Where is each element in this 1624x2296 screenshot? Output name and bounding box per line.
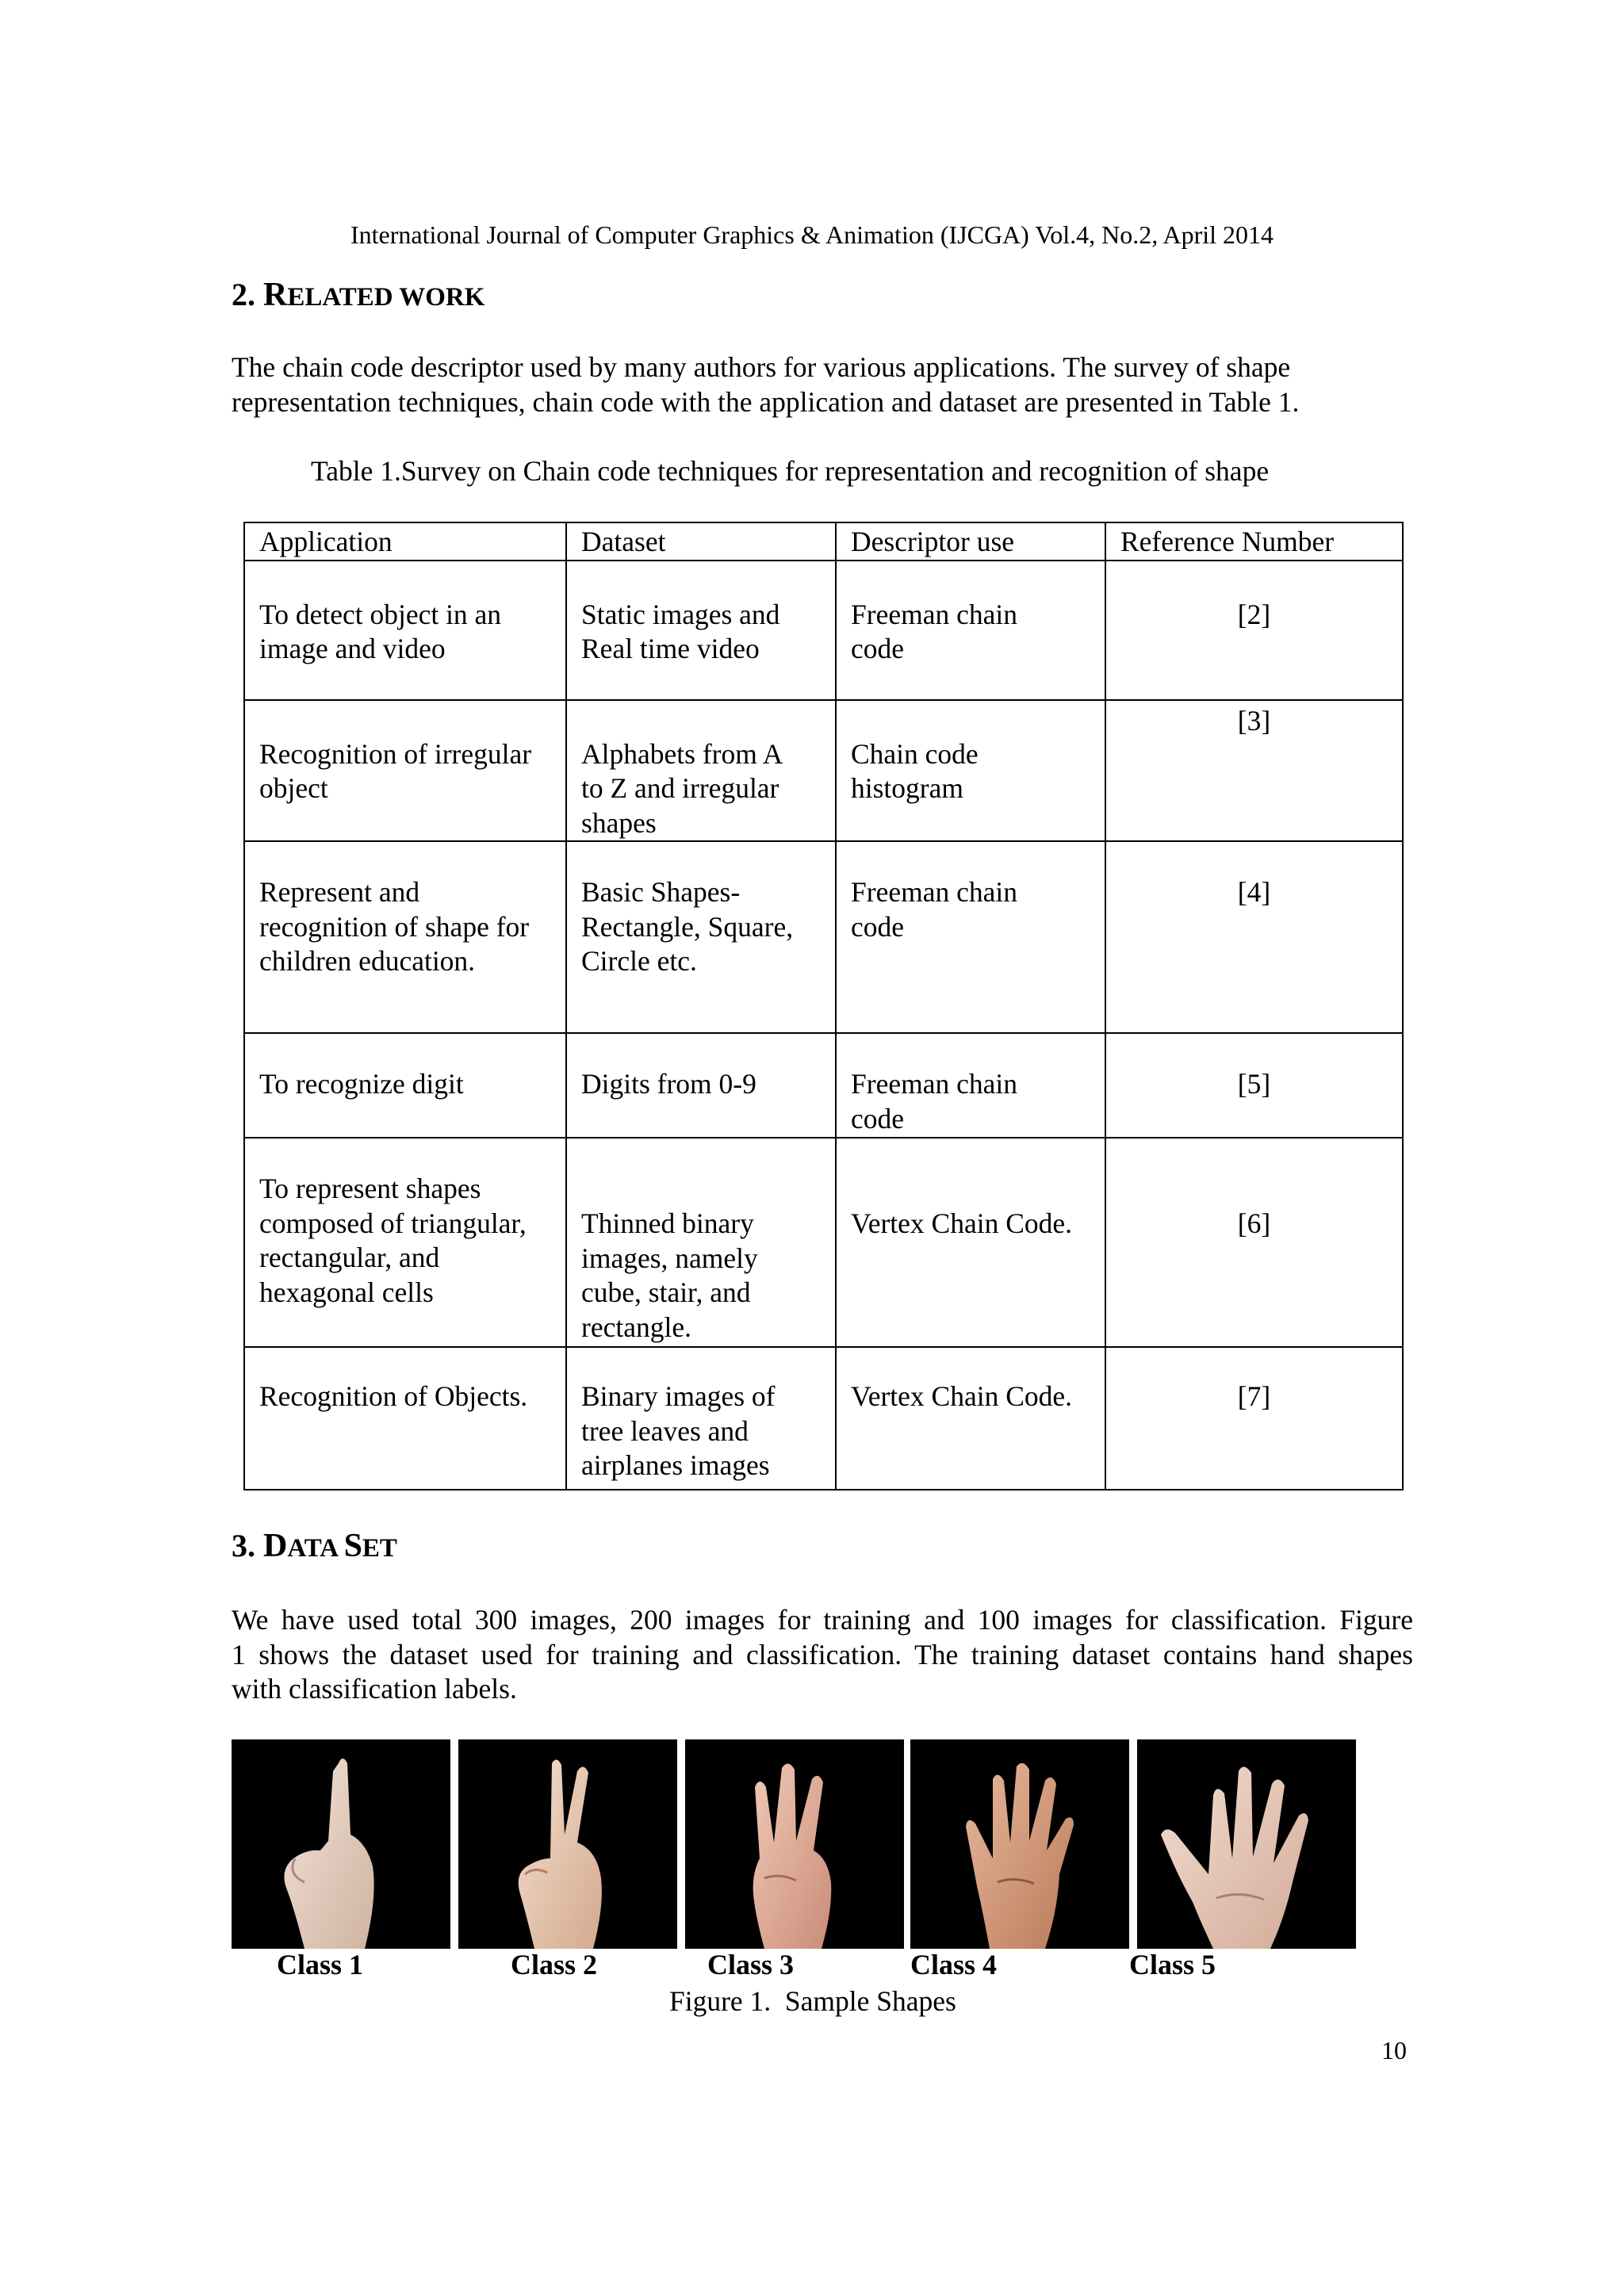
- cell-line: Freeman chain: [851, 876, 1017, 908]
- table-row: [244, 841, 1403, 1033]
- cell-dataset: [566, 1033, 836, 1138]
- cell-dataset: [566, 700, 836, 842]
- class-label: Class 4: [910, 1949, 998, 1980]
- table-row: [244, 1347, 1403, 1490]
- header-descriptor: Descriptor use: [836, 522, 1105, 561]
- table-row: [244, 561, 1403, 700]
- cell-line: cube, stair, and: [581, 1276, 751, 1308]
- cell-dataset: [566, 561, 836, 700]
- table-caption: Table 1.Survey on Chain code techniques for representation and recognition of shape: [311, 455, 1270, 487]
- page-number: 10: [1381, 2036, 1407, 2064]
- cell-reference: [2]: [1105, 561, 1403, 700]
- cell-line: To detect object in an: [259, 598, 502, 630]
- cell-line: Chain code: [851, 737, 979, 770]
- paragraph-line: The chain code descriptor used by many authors for various applications. The survey of shape: [232, 351, 1291, 383]
- cell-application: [244, 561, 566, 700]
- cell-line: rectangle.: [581, 1311, 691, 1343]
- cell-line: Recognition of irregular: [259, 737, 532, 770]
- header-dataset: Dataset: [566, 522, 836, 561]
- hand-one-finger-icon: [232, 1739, 450, 1949]
- figure-caption: Figure 1. Sample Shapes: [669, 1985, 956, 2017]
- cell-line: Freeman chain: [851, 598, 1017, 630]
- cell-reference: [6]: [1105, 1138, 1403, 1347]
- section-title-initial: R: [263, 277, 288, 313]
- hand-two-fingers-icon: [458, 1739, 677, 1949]
- section-3-heading: [232, 1527, 397, 1567]
- section-title-initial: S: [343, 1528, 362, 1564]
- cell-line: Thinned binary: [581, 1207, 754, 1239]
- cell-dataset: [566, 1138, 836, 1347]
- class-label: Class 5: [1129, 1949, 1216, 1980]
- cell-line: Digits from 0-9: [581, 1068, 756, 1100]
- section-title-rest: ET: [362, 1534, 397, 1563]
- cell-line: composed of triangular,: [259, 1207, 527, 1239]
- cell-application: [244, 841, 566, 1033]
- cell-descriptor: [836, 1138, 1105, 1347]
- cell-application: [244, 700, 566, 842]
- cell-line: airplanes images: [581, 1449, 770, 1481]
- cell-application: [244, 1033, 566, 1138]
- cell-line: code: [851, 1102, 905, 1135]
- header-application: Application: [244, 522, 566, 561]
- section-title-rest: ATA: [287, 1534, 344, 1563]
- cell-line: image and video: [259, 633, 446, 664]
- hand-four-fingers-icon: [910, 1739, 1129, 1949]
- cell-line: Static images and: [581, 598, 780, 630]
- cell-application: [244, 1347, 566, 1490]
- table-row: [244, 1138, 1403, 1347]
- hand-three-fingers-icon: [685, 1739, 904, 1949]
- cell-line: hexagonal cells: [259, 1276, 434, 1308]
- table-header-row: [244, 522, 1403, 561]
- cell-line: Basic Shapes-: [581, 876, 741, 908]
- cell-reference: [5]: [1105, 1033, 1403, 1138]
- cell-line: Vertex Chain Code.: [851, 1380, 1073, 1412]
- cell-descriptor: [836, 561, 1105, 700]
- cell-descriptor: [836, 1347, 1105, 1490]
- cell-reference: [4]: [1105, 841, 1403, 1033]
- cell-reference: [7]: [1105, 1347, 1403, 1490]
- hand-open-palm-icon: [1137, 1739, 1356, 1949]
- section-title-rest: ELATED WORK: [287, 283, 485, 312]
- hand-image-class-3: [685, 1739, 904, 1949]
- cell-descriptor: [836, 700, 1105, 842]
- section-number: 3.: [232, 1528, 255, 1563]
- cell-line: Circle etc.: [581, 945, 697, 977]
- section-2-heading: [232, 276, 485, 316]
- cell-line: rectangular, and: [259, 1242, 440, 1273]
- hand-image-class-4: [910, 1739, 1129, 1949]
- cell-line: code: [851, 633, 905, 664]
- cell-dataset: [566, 1347, 836, 1490]
- cell-reference: [3]: [1105, 700, 1403, 842]
- journal-header: International Journal of Computer Graphics & Animation (IJCGA) Vol.4, No.2, April 2014: [350, 220, 1274, 249]
- cell-line: to Z and irregular: [581, 772, 779, 804]
- section-number: 2.: [232, 277, 255, 312]
- cell-line: object: [259, 772, 328, 804]
- class-label: Class 2: [511, 1949, 598, 1980]
- cell-line: Recognition of Objects.: [259, 1380, 528, 1412]
- cell-line: Rectangle, Square,: [581, 910, 794, 943]
- cell-line: Alphabets from A: [581, 737, 783, 770]
- cell-line: code: [851, 910, 905, 943]
- section-title-initial: D: [263, 1528, 288, 1564]
- cell-line: tree leaves and: [581, 1414, 749, 1447]
- section-3-paragraph: [232, 1603, 1413, 1707]
- cell-line: Vertex Chain Code.: [851, 1207, 1073, 1239]
- cell-line: children education.: [259, 945, 476, 977]
- cell-descriptor: [836, 1033, 1105, 1138]
- cell-line: To represent shapes: [259, 1173, 481, 1204]
- hand-image-class-1: [232, 1739, 450, 1949]
- cell-line: Represent and: [259, 876, 420, 908]
- cell-line: To recognize digit: [259, 1068, 464, 1100]
- cell-line: Real time video: [581, 633, 760, 664]
- cell-line: histogram: [851, 772, 963, 804]
- cell-line: Freeman chain: [851, 1068, 1017, 1100]
- hand-image-class-5: [1137, 1739, 1356, 1949]
- class-label: Class 1: [277, 1949, 364, 1980]
- table-row: [244, 1033, 1403, 1138]
- cell-application: [244, 1138, 566, 1347]
- section-2-paragraph: [232, 350, 1413, 419]
- paragraph-line: with classification labels.: [232, 1673, 517, 1705]
- cell-descriptor: [836, 841, 1105, 1033]
- cell-line: recognition of shape for: [259, 910, 530, 943]
- cell-dataset: [566, 841, 836, 1033]
- table-row: [244, 700, 1403, 842]
- paragraph-line: 1 shows the dataset used for training and classification. The training dataset contains hand shapes: [232, 1638, 1413, 1670]
- hand-image-class-2: [458, 1739, 677, 1949]
- paragraph-line: We have used total 300 images, 200 images for training and 100 images for classification. Figure: [232, 1604, 1413, 1636]
- cell-line: Binary images of: [581, 1380, 776, 1412]
- cell-line: shapes: [581, 806, 657, 839]
- paragraph-line: representation techniques, chain code with the application and dataset are presented in Table 1.: [232, 385, 1300, 418]
- header-reference: Reference Number: [1105, 522, 1403, 561]
- survey-table: [243, 522, 1404, 1490]
- cell-line: images, namely: [581, 1242, 758, 1274]
- class-label: Class 3: [707, 1949, 795, 1980]
